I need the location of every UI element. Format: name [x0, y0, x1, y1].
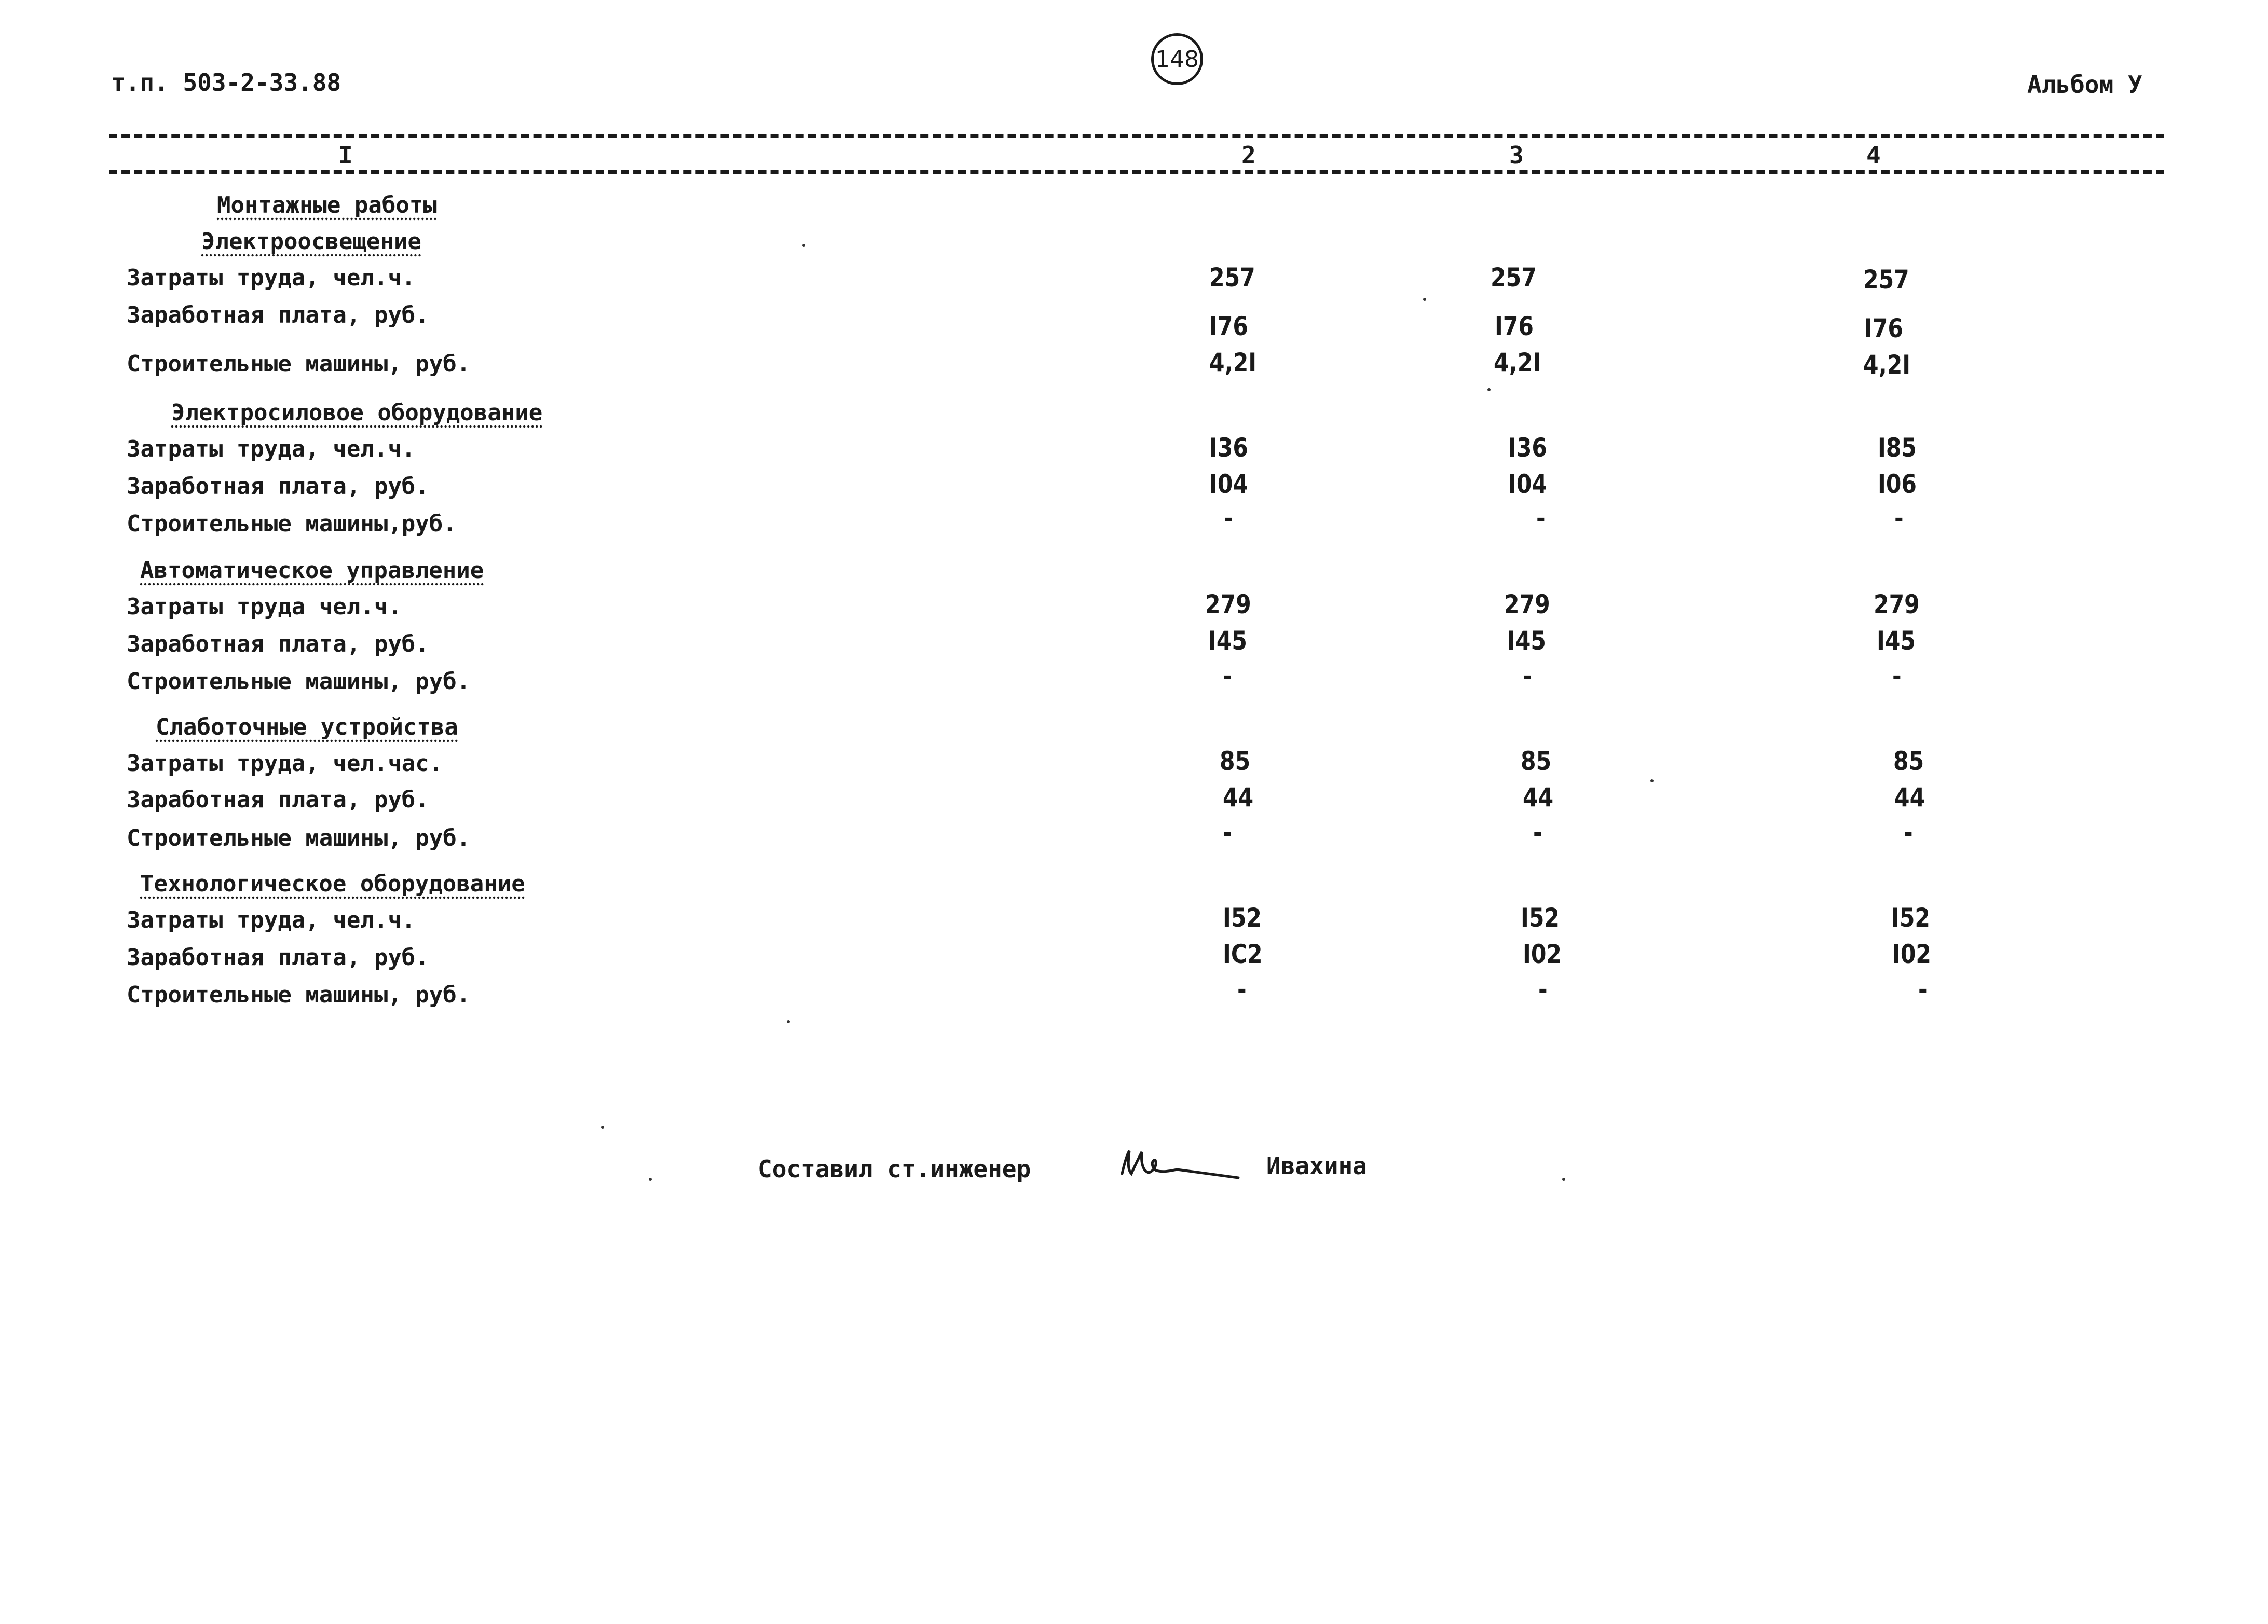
compiler-name: Ивахина [1266, 1152, 1367, 1180]
cell-value: 4,2I [1209, 348, 1257, 378]
section-title: Электросиловое оборудование [171, 400, 543, 426]
cell-value: - [1237, 974, 1247, 1004]
cell-value: - [1904, 818, 1913, 848]
cell-value: - [1533, 818, 1542, 848]
header-rule-bottom [109, 170, 2164, 174]
cell-value: - [1894, 503, 1904, 533]
cell-value: 4,2I [1863, 350, 1911, 380]
column-number-4: 4 [1866, 141, 1881, 169]
cell-value: 85 [1521, 746, 1552, 776]
cell-value: - [1918, 974, 1928, 1004]
cell-value: I36 [1209, 433, 1248, 463]
row-label: Строительные машины, руб. [127, 351, 471, 377]
scan-speck [1487, 388, 1491, 391]
section-title: Монтажные работы [217, 192, 437, 218]
cell-value: I76 [1495, 311, 1534, 341]
cell-value: I76 [1209, 311, 1248, 341]
row-label: Заработная плата, руб. [127, 787, 429, 813]
section-title: Технологическое оборудование [140, 871, 525, 897]
album-label: Альбом У [2027, 71, 2142, 99]
cell-value: I02 [1523, 939, 1562, 969]
cell-value: I06 [1878, 469, 1917, 499]
cell-value: I04 [1209, 469, 1248, 499]
scan-speck [802, 244, 805, 247]
row-label: Строительные машины, руб. [127, 668, 471, 695]
scan-speck [1650, 779, 1654, 782]
cell-value: 44 [1894, 782, 1925, 813]
cell-value: 279 [1504, 589, 1550, 620]
compiled-by-label: Составил ст.инженер [758, 1155, 1031, 1183]
column-number-2: 2 [1241, 141, 1256, 169]
cell-value: 257 [1209, 263, 1255, 293]
row-label: Строительные машины,руб. [127, 511, 457, 537]
row-label: Строительные машины, руб. [127, 825, 471, 851]
cell-value: I76 [1864, 313, 1903, 343]
cell-value: 44 [1223, 782, 1254, 813]
cell-value: I45 [1507, 626, 1546, 656]
row-label: Затраты труда, чел.час. [127, 750, 443, 777]
row-label: Затраты труда, чел.ч. [127, 436, 416, 462]
cell-value: I36 [1508, 433, 1547, 463]
header-rule-top [109, 134, 2164, 138]
cell-value: I85 [1878, 433, 1917, 463]
cell-value: 279 [1205, 589, 1251, 620]
scan-speck [787, 1020, 790, 1023]
scan-speck [649, 1178, 652, 1181]
cell-value: - [1523, 661, 1532, 691]
cell-value: 257 [1491, 263, 1537, 293]
scan-speck [1562, 1178, 1565, 1181]
cell-value: I02 [1892, 939, 1931, 969]
cell-value: - [1223, 661, 1232, 691]
column-number-1: I [338, 141, 353, 169]
cell-value: 279 [1874, 589, 1920, 620]
cell-value: IC2 [1223, 939, 1263, 969]
cell-value: - [1538, 974, 1548, 1004]
cell-value: - [1223, 818, 1232, 848]
cell-value: - [1536, 503, 1546, 533]
cell-value: I45 [1208, 626, 1247, 656]
document-code: т.п. 503-2-33.88 [111, 68, 341, 97]
row-label: Заработная плата, руб. [127, 473, 429, 500]
cell-value: I52 [1891, 903, 1930, 933]
row-label: Заработная плата, руб. [127, 944, 429, 971]
cell-value: 4,2I [1494, 348, 1541, 378]
page-number-stamp: 148 [1151, 33, 1203, 85]
section-title: Слаботочные устройства [156, 714, 458, 740]
row-label: Заработная плата, руб. [127, 302, 429, 328]
cell-value: 85 [1893, 746, 1924, 776]
cell-value: 257 [1863, 265, 1909, 295]
scan-speck [601, 1126, 604, 1129]
cell-value: 85 [1220, 746, 1251, 776]
cell-value: I04 [1508, 469, 1547, 499]
section-subtitle: Электроосвещение [201, 228, 421, 255]
row-label: Заработная плата, руб. [127, 631, 429, 657]
cell-value: - [1892, 661, 1902, 691]
row-label: Затраты труда, чел.ч. [127, 265, 416, 291]
section-title: Автоматическое управление [140, 557, 484, 584]
column-number-3: 3 [1509, 141, 1524, 169]
cell-value: - [1224, 503, 1233, 533]
signature-mark [1116, 1139, 1240, 1191]
row-label: Строительные машины, руб. [127, 982, 471, 1008]
cell-value: I52 [1521, 903, 1560, 933]
row-label: Затраты труда чел.ч. [127, 594, 402, 620]
row-label: Затраты труда, чел.ч. [127, 907, 416, 933]
scan-speck [1423, 298, 1426, 301]
cell-value: 44 [1523, 782, 1554, 813]
cell-value: I45 [1877, 626, 1916, 656]
cell-value: I52 [1223, 903, 1262, 933]
